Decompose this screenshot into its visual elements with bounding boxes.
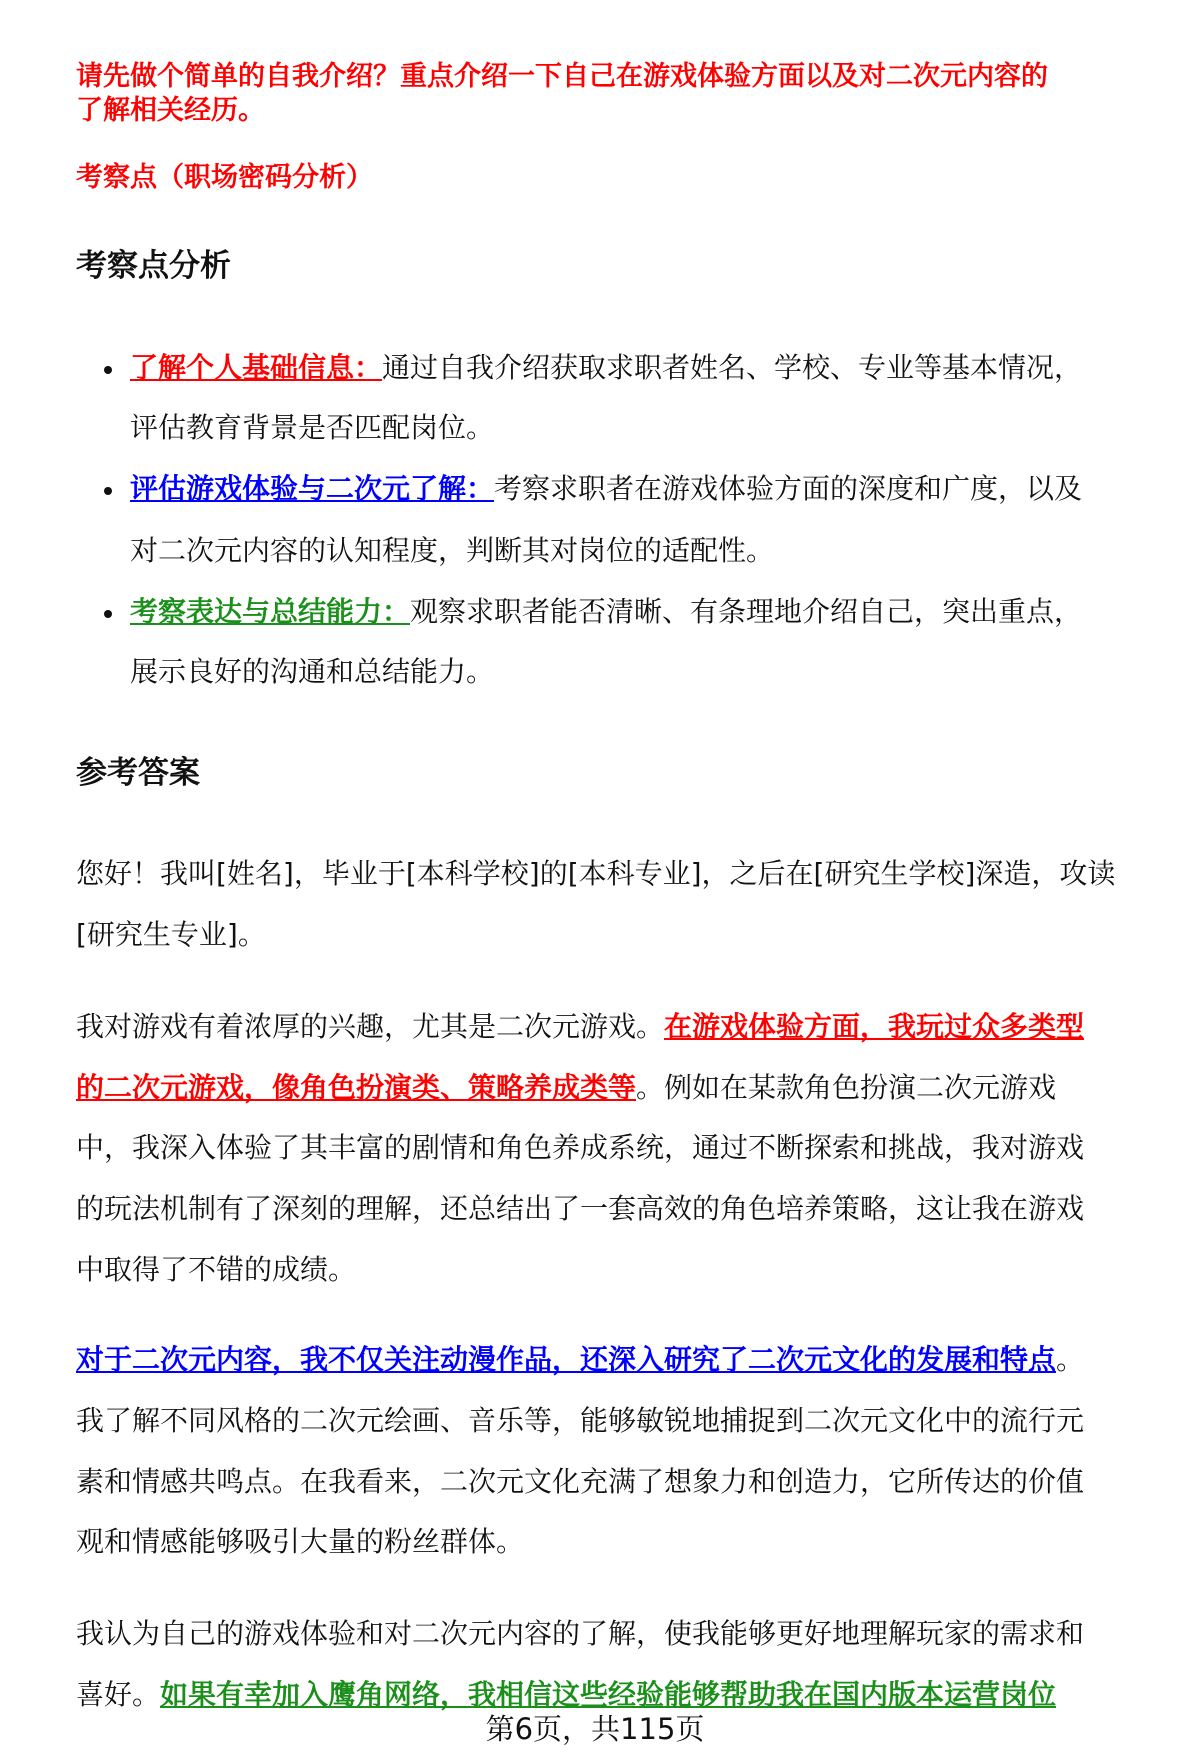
highlight-text: 的二次元游戏，像角色扮演类、策略养成类等 (76, 1071, 637, 1104)
body-text: 的玩法机制有了深刻的理解，还总结出了一套高效的角色培养策略，这让我在游戏 (76, 1192, 1085, 1225)
body-text: 我了解不同风格的二次元绘画、音乐等，能够敏锐地捕捉到二次元文化中的流行元 (76, 1404, 1085, 1437)
answer-line (76, 1465, 1084, 1499)
answer-line (76, 1131, 1084, 1165)
body-text: 。 (1056, 1343, 1085, 1376)
answer-line (76, 1525, 524, 1559)
highlight-text: 评估游戏体验与二次元了解： (130, 472, 495, 505)
body-text: 通过自我介绍获取求职者姓名、学校、专业等基本情况， (382, 351, 1083, 384)
highlight-text: 考察表达与总结能力： (130, 595, 411, 628)
analysis-line (130, 534, 774, 568)
answer-line (76, 857, 1115, 891)
answer-line (76, 1617, 1084, 1651)
body-text: 您好！我叫[姓名]，毕业于[本科学校]的[本科专业]，之后在[研究生学校]深造，攻读 (76, 857, 1116, 890)
analysis-line (130, 655, 494, 689)
body-text: 考察求职者在游戏体验方面的深度和广度，以及 (494, 472, 1083, 505)
body-text: 我认为自己的游戏体验和对二次元内容的了解，使我能够更好地理解玩家的需求和 (76, 1617, 1085, 1650)
highlight-text: 如果有幸加入鹰角网络，我相信这些经验能够帮助我在国内版本运营岗位 (160, 1678, 1057, 1711)
bullet-icon (104, 366, 112, 374)
analysis-line (130, 351, 1082, 385)
bullet-icon (104, 610, 112, 618)
answer-line (76, 918, 266, 952)
question-line-2: 了解相关经历。 (76, 95, 265, 126)
answer-line (76, 1343, 1084, 1377)
body-text: 中，我深入体验了其丰富的剧情和角色养成系统，通过不断探索和挑战，我对游戏 (76, 1131, 1085, 1164)
answer-line (76, 1010, 1084, 1044)
body-text: 中取得了不错的成绩。 (76, 1253, 357, 1286)
highlight-text: 对于二次元内容，我不仅关注动漫作品，还深入研究了二次元文化的发展和特点 (76, 1343, 1057, 1376)
bullet-icon (104, 487, 112, 495)
body-text: 。例如在某款角色扮演二次元游戏 (636, 1071, 1057, 1104)
body-text: 喜好。 (76, 1678, 161, 1711)
body-text: 展示良好的沟通和总结能力。 (130, 655, 495, 688)
page-number: 第6页，共115页 (485, 1712, 705, 1746)
question-subtitle: 考察点（职场密码分析） (76, 162, 373, 193)
question-line-1: 请先做个简单的自我介绍？重点介绍一下自己在游戏体验方面以及对二次元内容的 (76, 61, 1048, 92)
analysis-heading: 考察点分析 (76, 248, 231, 284)
body-text: 评估教育背景是否匹配岗位。 (130, 411, 495, 444)
answer-line (76, 1192, 1084, 1226)
answer-line (76, 1071, 1056, 1105)
body-text: 对二次元内容的认知程度，判断其对岗位的适配性。 (130, 534, 775, 567)
analysis-line (130, 472, 1082, 506)
highlight-text: 在游戏体验方面，我玩过众多类型 (664, 1010, 1085, 1043)
answer-line (76, 1404, 1084, 1438)
answer-line (76, 1678, 1056, 1712)
body-text: 素和情感共鸣点。在我看来，二次元文化充满了想象力和创造力，它所传达的价值 (76, 1465, 1085, 1498)
highlight-text: 了解个人基础信息： (130, 351, 383, 384)
answer-line (76, 1253, 356, 1287)
body-text: [研究生专业]。 (76, 918, 266, 951)
analysis-line (130, 411, 494, 445)
body-text: 观和情感能够吸引大量的粉丝群体。 (76, 1525, 525, 1558)
analysis-line (130, 595, 1082, 629)
answer-heading: 参考答案 (76, 755, 200, 791)
body-text: 观察求职者能否清晰、有条理地介绍自己，突出重点， (410, 595, 1083, 628)
body-text: 我对游戏有着浓厚的兴趣，尤其是二次元游戏。 (76, 1010, 665, 1043)
